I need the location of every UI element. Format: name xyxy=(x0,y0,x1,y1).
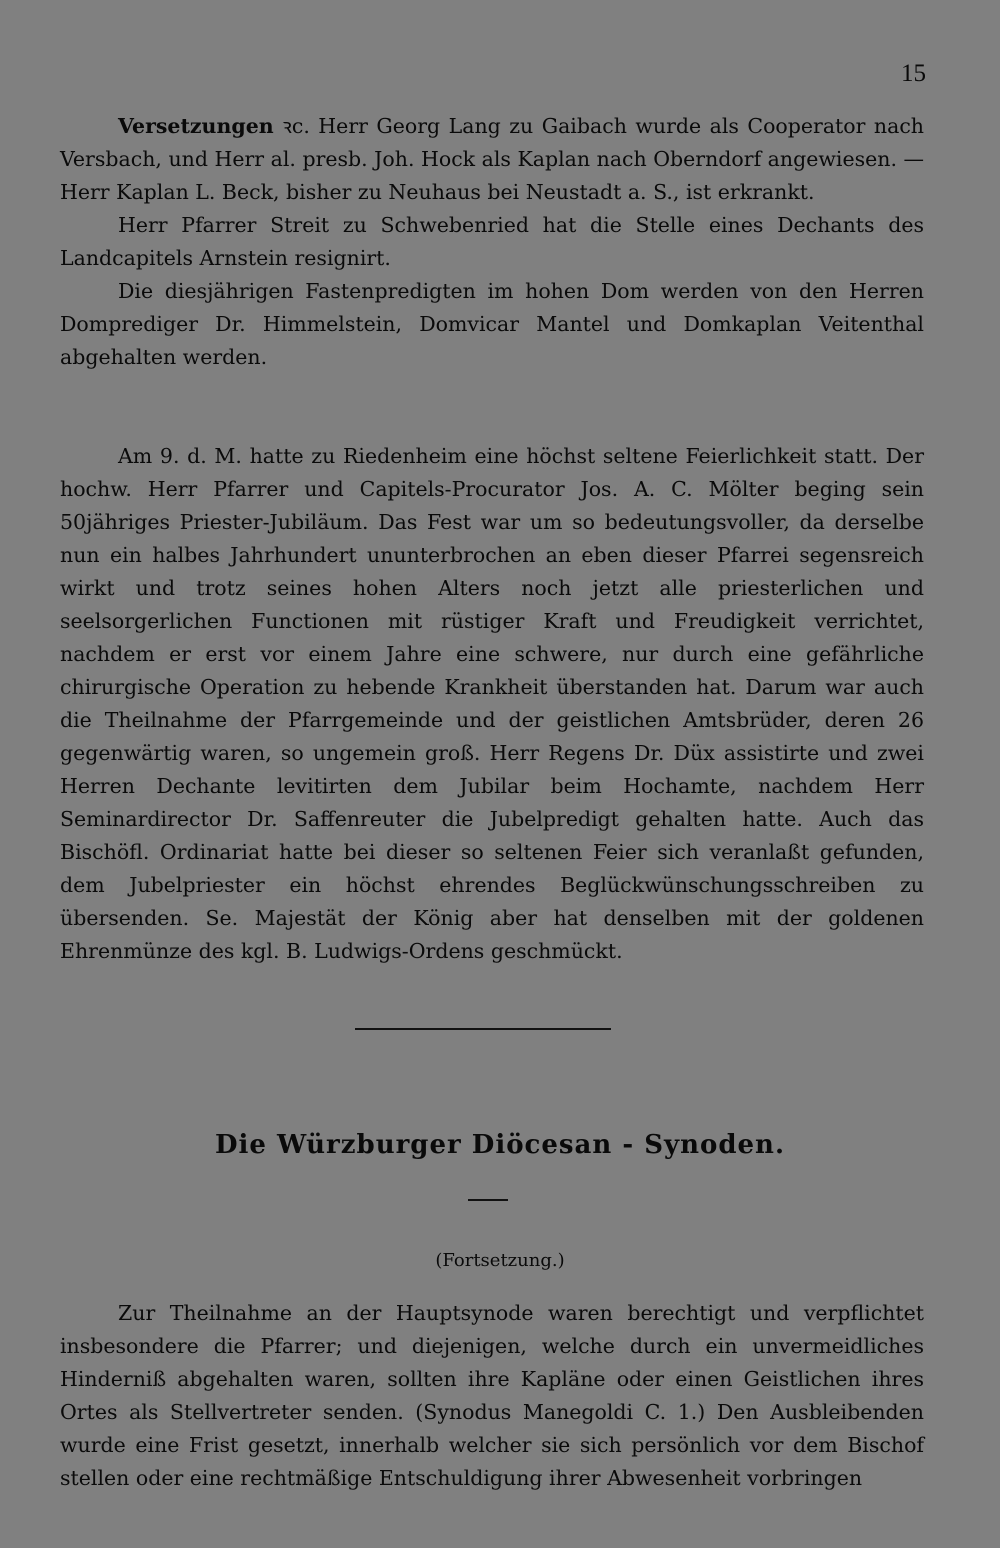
section-divider xyxy=(355,1028,611,1030)
news-section xyxy=(60,110,924,374)
article-paragraph: Zur Theilnahme an der Hauptsynode waren berechtigt und verpflichtet insbesondere die Pfarrer; und diejenigen, welche durch ein unvermeidliches Hinderniß abgehalten waren, sollten ihre Kapläne oder einen Geistlichen ihres Ortes als Stellvertreter senden. (Synodus Manegoldi C. 1.) Den Ausbleibenden wurde eine Frist gesetzt, innerhalb welcher sie sich persönlich vor dem Bischof stellen oder eine rechtmäßige Entschuldigung ihrer Abwesenheit vorbringen xyxy=(60,1301,924,1490)
page-number: 15 xyxy=(901,60,926,87)
news-paragraph-resignation: Herr Pfarrer Streit zu Schwebenried hat die Stelle eines Dechants des Landcapitels Arnstein resignirt. xyxy=(60,213,924,270)
news-paragraph-jubilee: Am 9. d. M. hatte zu Riedenheim eine höchst seltene Feierlichkeit statt. Der hochw. Herr Pfarrer und Capitels-Procurator Jos. A. C. Mölter beging sein 50jähriges Priester-Jubiläum. Das Fest war um so bedeutungsvoller, da derselbe nun ein halbes Jahrhundert ununterbrochen an eben dieser Pfarrei segensreich wirkt und trotz seines hohen Alters noch jetzt alle priesterlichen und seelsorgerlichen Functionen mit rüstiger Kraft und Freudigkeit verrichtet, nachdem er erst vor einem Jahre eine schwere, nur durch eine gefährliche chirurgische Operation zu hebende Krankheit überstanden hat. Darum war auch die Theilnahme der Pfarrgemeinde und der geistlichen Amtsbrüder, deren 26 gegenwärtig waren, so ungemein groß. Herr Regens Dr. Düx assistirte und zwei Herren Dechante levitirten dem Jubilar beim Hochamte, nachdem Herr Seminardirector Dr. Saffenreuter die Jubelpredigt gehalten hatte. Auch das Bischöfl. Ordinariat hatte bei dieser so seltenen Feier sich veranlaßt gefunden, dem Jubelpriester ein höchst ehrendes Beglückwünschungsschreiben zu übersenden. Se. Majestät der König aber hat denselben mit der goldenen Ehrenmünze des kgl. B. Ludwigs-Ordens geschmückt. xyxy=(60,444,924,963)
title-rule xyxy=(468,1199,508,1201)
article-subtitle: (Fortsetzung.) xyxy=(435,1250,565,1271)
article-title: Die Würzburger Diöcesan - Synoden. xyxy=(214,1130,785,1160)
news-paragraph-transfers-text: ꝛc. Herr Georg Lang zu Gaibach wurde als Cooperator nach Versbach, und Herr al. presb. Joh. Hock als Kaplan nach Oberndorf angewiesen. — Herr Kaplan L. Beck, bisher zu Neuhaus bei Neustadt a. S., ist erkrankt. xyxy=(60,114,924,204)
news-paragraph-lent-sermons: Die diesjährigen Fastenpredigten im hohen Dom werden von den Herren Domprediger Dr. Himmelstein, Domvicar Mantel und Domkaplan Veitenthal abgehalten werden. xyxy=(60,279,924,369)
news-lead-word: Versetzungen xyxy=(118,114,274,138)
news-section-jubilee xyxy=(60,440,924,968)
article-body xyxy=(60,1297,924,1495)
news-paragraph-transfers xyxy=(60,110,924,209)
